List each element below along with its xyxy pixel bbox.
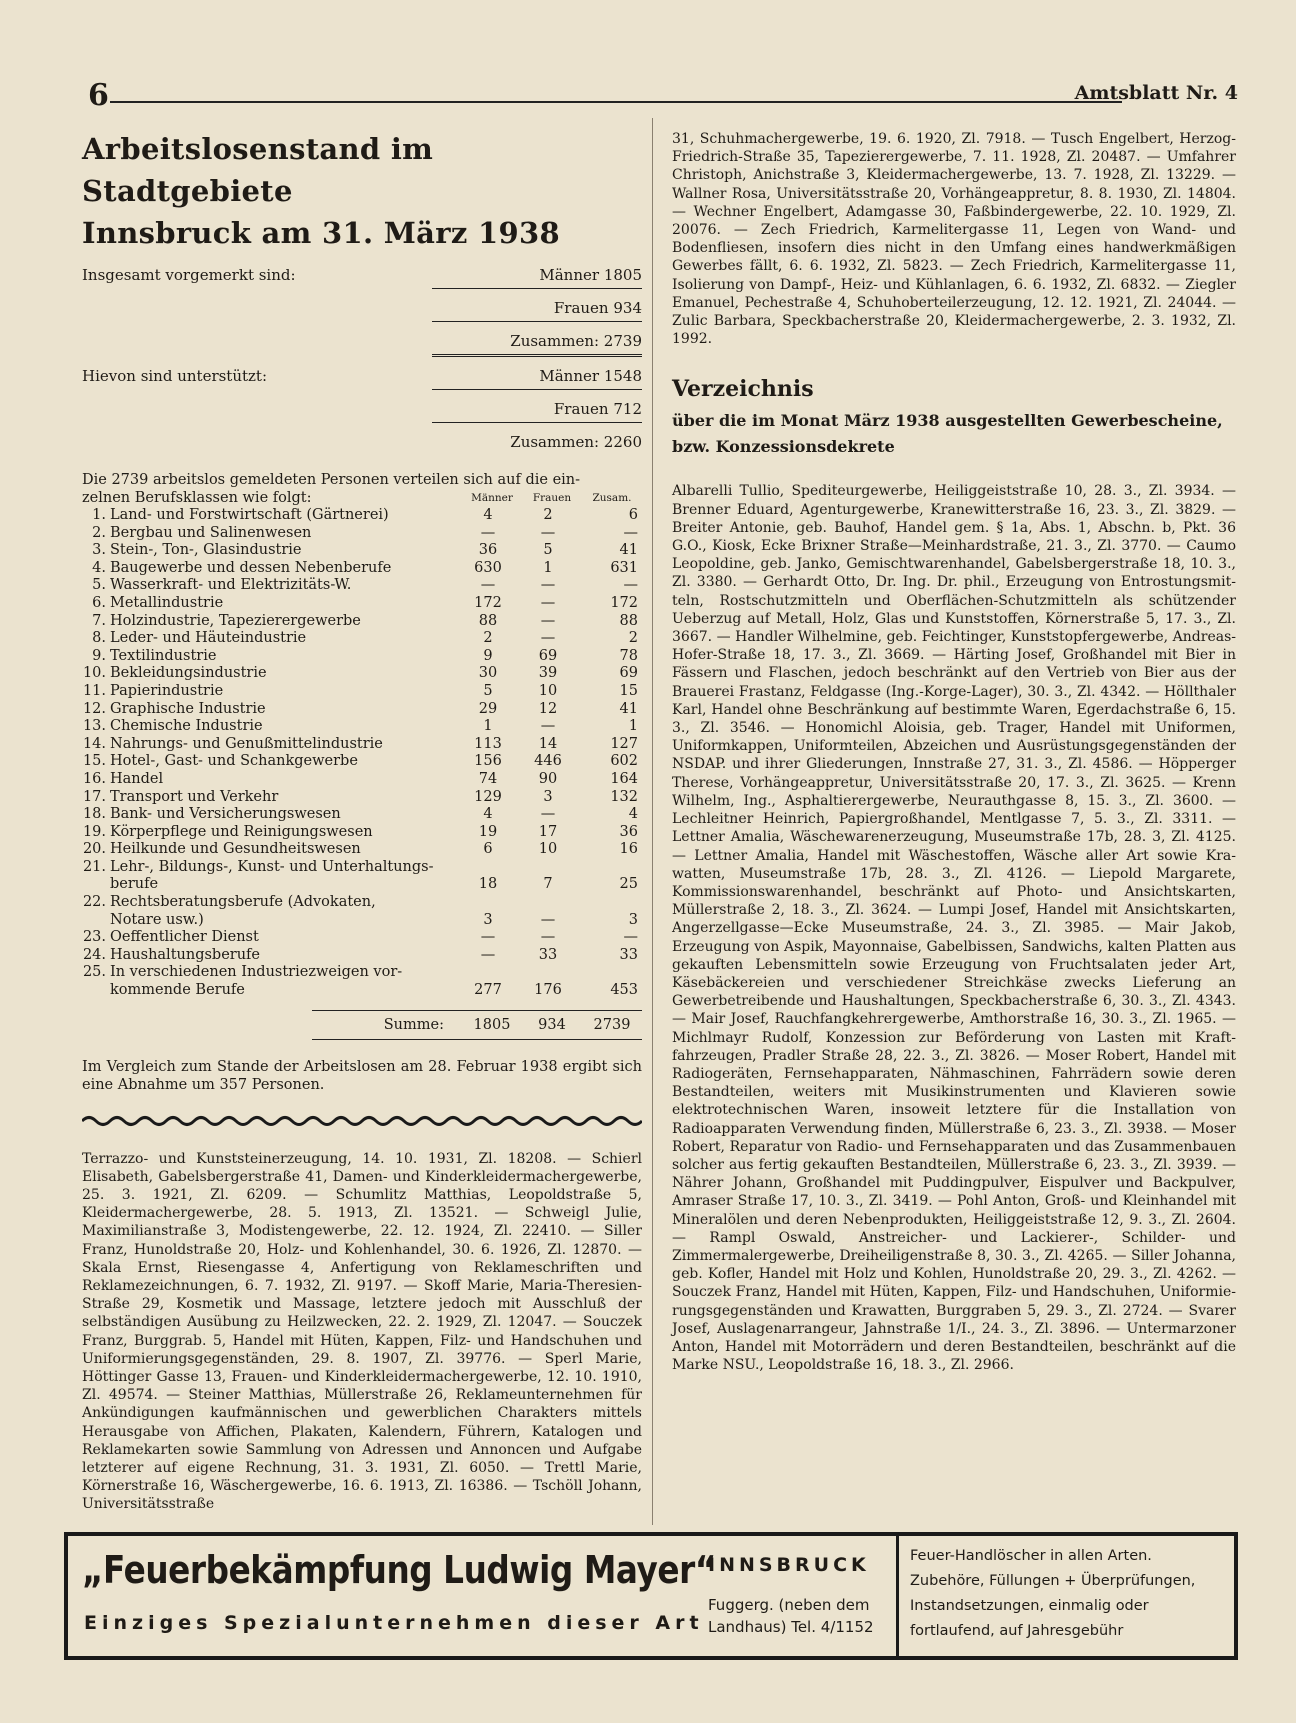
profession-name: Heilkunde und Gesundheitswesen (110, 841, 361, 858)
value-frauen: 33 (538, 946, 558, 963)
table-row (82, 542, 642, 560)
row-number: 9. (92, 647, 106, 664)
value-zusammen: 36 (619, 823, 638, 840)
total-maenner: Männer 1805 (539, 266, 642, 284)
ad-separator (896, 1536, 899, 1656)
value-zusammen: — (623, 577, 638, 594)
row-number: 11. (82, 682, 106, 699)
table-row (82, 665, 642, 683)
verzeichnis-title: Verzeichnis (672, 376, 814, 403)
value-zusammen: 15 (619, 682, 638, 699)
profession-name: Rechtsberatungsberufe (Advokaten, (110, 894, 376, 911)
row-number (82, 876, 110, 894)
table-row (82, 613, 642, 631)
value-maenner: 4 (483, 806, 493, 823)
value-maenner: 74 (478, 770, 498, 787)
value-zusammen (578, 964, 642, 982)
value-maenner: 4 (483, 507, 493, 523)
advertisement (64, 1532, 1238, 1660)
value-maenner: 9 (483, 647, 493, 664)
table-row (82, 560, 642, 578)
table-row (82, 736, 642, 754)
value-frauen: 10 (538, 682, 558, 699)
value-maenner: 19 (478, 823, 498, 840)
profession-name: Notare usw.) (110, 911, 204, 928)
value-frauen: — (540, 524, 556, 541)
table-row (82, 806, 642, 824)
col-header-frauen: Frauen (532, 492, 572, 504)
profession-name: Haushaltungsberufe (110, 946, 260, 963)
value-maenner: 2 (483, 630, 493, 647)
value-frauen: — (540, 806, 556, 823)
profession-name: Bekleidungsindustrie (110, 665, 267, 682)
column-divider (652, 118, 653, 1525)
value-maenner: 18 (478, 876, 498, 893)
value-maenner (458, 894, 518, 912)
right-top-text: 31, Schuhmachergewerbe, 19. 6. 1920, Zl. 7918. — Tusch Engelbert, Herzog-Friedrich-Straße 35, Tapezierergewerbe, 7. 11. 1928, Zl. 20487. — Umfahrer Christoph, Anichstraße 3, Kleidermachergewerbe, 13. 7. 1928, Zl. 13229. — Wallner Rosa, Universitätsstraße 20, Vorhängeappretur, 8. 8. 1930, Zl. 14804. — Wechner Engelbert, Adamgasse 30, Faßbindergewerbe, 22. 10. 1929, Zl. 20076. — Zech Friedrich, Karmelitergasse 11, Legen von Wand- und Bodenfliesen, insofern dies nicht in den Umfang eines handwerkmäßigen Gewerbes fällt, 6. 6. 1932, Zl. 5823. — Zech Friedrich, Karmelitergasse 11, Isolierung von Dampf-, Heiz- und Kühlanlagen, 6. 6. 1932, Zl. 6832. — Ziegler Emanuel, Pechestraße 4, Schuhoberteilerzeugung, 12. 12. 1921, Zl. 24044. — Zulic Barbara, Speckbacherstraße 20, Kleidermachergewerbe, 2. 3. 1932, Zl. 1992. (672, 131, 1236, 348)
profession-name: Bank- und Versicherungswesen (110, 806, 341, 823)
row-number: 16. (82, 770, 106, 787)
value-zusammen (578, 894, 642, 912)
value-zusammen: 602 (610, 753, 638, 770)
col-header-zusam: Zusam. (592, 492, 632, 504)
profession-name: Baugewerbe und dessen Nebenberufe (110, 559, 392, 576)
summe-row (312, 1010, 642, 1040)
intro-line-a: Die 2739 arbeitslos gemeldeten Personen verteilen sich auf die ein- (82, 472, 581, 488)
value-maenner: 5 (483, 682, 493, 699)
value-zusammen: 4 (628, 806, 638, 823)
supported-zusammen: Zusammen: 2260 (510, 433, 642, 451)
row-number: 17. (82, 788, 106, 805)
value-zusammen: 1 (628, 718, 638, 735)
value-frauen: — (540, 630, 556, 647)
value-frauen: 14 (538, 735, 558, 752)
value-frauen: 7 (543, 876, 553, 893)
table-row (82, 648, 642, 666)
profession-name: In verschiedenen Industriezweigen vor- (110, 964, 403, 981)
profession-name: Metallindustrie (110, 594, 224, 611)
value-frauen: 10 (538, 841, 558, 858)
value-maenner: — (480, 946, 496, 963)
row-number: 6. (92, 594, 106, 611)
value-maenner: 3 (483, 911, 493, 928)
summe-zusammen: 2739 (593, 1016, 631, 1033)
value-frauen: — (540, 612, 556, 629)
summe-frauen: 934 (538, 1016, 566, 1033)
value-maenner (458, 859, 518, 877)
value-frauen: 3 (543, 788, 553, 805)
table-row (82, 789, 642, 807)
summe-label: Summe: (383, 1016, 444, 1033)
right-column (672, 130, 1236, 1374)
value-maenner: 172 (474, 594, 502, 611)
value-zusammen: 164 (610, 770, 638, 787)
value-maenner: 1 (483, 718, 493, 735)
value-maenner: 129 (474, 788, 502, 805)
table-row (82, 947, 642, 965)
value-frauen: — (540, 594, 556, 611)
value-zusammen: 2 (628, 630, 638, 647)
profession-name: Land- und Forstwirtschaft (Gärtnerei) (110, 507, 389, 523)
table-row (82, 876, 642, 894)
table-row (82, 595, 642, 613)
value-maenner: 630 (474, 559, 502, 576)
row-number (82, 912, 110, 930)
row-number: 4. (92, 559, 106, 576)
row-number: 8. (92, 630, 106, 647)
value-frauen: — (540, 929, 556, 946)
value-frauen: — (540, 911, 556, 928)
profession-name: Hotel-, Gast- und Schankgewerbe (110, 753, 358, 770)
page-number: 6 (88, 78, 109, 113)
profession-name: Holzindustrie, Tapezierergewerbe (110, 612, 361, 629)
value-zusammen: 41 (619, 700, 638, 717)
value-frauen: — (540, 718, 556, 735)
row-number: 21. (82, 858, 106, 875)
row-number: 14. (82, 735, 106, 752)
table-row (82, 771, 642, 789)
column-headers (462, 489, 642, 507)
table-row (82, 701, 642, 719)
profession-name: Papierindustrie (110, 682, 224, 699)
value-zusammen: 132 (610, 788, 638, 805)
verzeichnis-subtitle: über die im Monat März 1938 ausgestellten Gewerbescheine, bzw. Konzessionsdekrete (672, 411, 1223, 457)
profession-name: kommende Berufe (110, 982, 245, 999)
supported-frauen: Frauen 712 (553, 400, 642, 418)
table-row (82, 577, 642, 595)
profession-name: Textilindustrie (110, 647, 217, 664)
row-number: 7. (92, 612, 106, 629)
profession-name: Handel (110, 770, 164, 787)
value-maenner: 277 (474, 982, 502, 999)
value-maenner: — (480, 524, 496, 541)
ad-offer: Feuer-Handlöscher in allen Arten. Zubehöre, Füllungen + Überprüfungen, Instandsetzungen, einmalig oder fortlaufend, auf Jahresgebühr (910, 1548, 1196, 1639)
intro-text (82, 471, 642, 507)
table-row (82, 525, 642, 543)
value-zusammen: 41 (619, 542, 638, 559)
table-row (82, 507, 642, 525)
value-frauen: 2 (543, 507, 553, 523)
value-maenner: 36 (478, 542, 498, 559)
value-maenner: 88 (478, 612, 498, 629)
table-row (82, 630, 642, 648)
profession-name: Körperpflege und Reinigungswesen (110, 823, 373, 840)
value-maenner: 30 (478, 665, 498, 682)
table-row (82, 841, 642, 859)
value-zusammen: 3 (628, 911, 638, 928)
total-block (82, 262, 642, 357)
ad-city: INNSBRUCK (708, 1554, 870, 1576)
value-frauen: 176 (534, 982, 562, 999)
value-zusammen: 69 (619, 665, 638, 682)
profession-name: Stein-, Ton-, Glasindustrie (110, 542, 302, 559)
value-zusammen: 78 (619, 647, 638, 664)
row-number: 10. (82, 665, 106, 682)
stats-title-line2: Innsbruck am 31. März 1938 (82, 216, 560, 250)
row-number: 15. (82, 753, 106, 770)
profession-name: Transport und Verkehr (110, 788, 279, 805)
profession-name: Leder- und Häuteindustrie (110, 630, 307, 647)
stats-title (82, 128, 642, 254)
table-row (82, 683, 642, 701)
row-number: 18. (82, 806, 106, 823)
row-number: 19. (82, 823, 106, 840)
ad-tagline: Einziges Spezialunternehmen dieser Art (84, 1612, 704, 1634)
value-maenner: 6 (483, 841, 493, 858)
profession-name: Wasserkraft- und Elektrizitäts-W. (110, 577, 352, 594)
table-row (82, 912, 642, 930)
value-frauen: 1 (543, 559, 553, 576)
row-number: 12. (82, 700, 106, 717)
value-zusammen (578, 859, 642, 877)
value-frauen: 12 (538, 700, 558, 717)
supported-maenner: Männer 1548 (539, 367, 642, 385)
row-number: 22. (82, 894, 106, 911)
left-continuation-text: Terrazzo- und Kunststeinerzeugung, 14. 10. 1931, Zl. 18208. — Schierl Elisabeth, Gabelsbergerstraße 41, Damen- und Kinderkleidermachergewerbe, 25. 3. 1921, Zl. 6209. — Schumlitz Matthias, Leopoldstraße 5, Kleidermachergewerbe, 28. 5. 1913, Zl. 13521. — Schweigl Julie, Maximilianstraße 3, Modistengewerbe, 22. 12. 1924, Zl. 22410. — Siller Franz, Hunoldstraße 20, Holz- und Kohlenhandel, 30. 6. 1926, Zl. 12870. — Skala Ernst, Riesengasse 4, Anfertigung von Reklameschriften und Reklamezeichnungen, 6. 7. 1932, Zl. 9197. — Skoff Marie, Maria-Theresien-Straße 29, Kosmetik und Massage, letztere jedoch mit Ausschluß der selbständigen Ausübung zu Heilzwecken, 22. 2. 1929, Zl. 12047. — Souczek Franz, Burggrab. 5, Handel mit Hüten, Kappen, Filz- und Handschuhen und Uniformierungsgegenständen, 29. 8. 1907, Zl. 39776. — Sperl Marie, Höttinger Gasse 13, Frauen- und Kinderkleidermachergewerbe, 12. 10. 1910, Zl. 49574. — Steiner Matthias, Müllerstraße 26, Reklameunternehmen für Ankündigungen kaufmännischen und gewerblichen Charakters mittels Herausgabe von Affichen, Plakaten, Kalendern, Führern, Katalogen und Reklamekarten sowie Sammlung von Adressen und Annoncen und Aufgabe letzterer auf eigene Rechnung, 31. 3. 1931, Zl. 6050. — Trettl Marie, Körnerstraße 16, Wäschergewerbe, 16. 6. 1913, Zl. 16386. — Tschöll Johann, Universitätsstraße (82, 1150, 642, 1513)
value-frauen: 17 (538, 823, 558, 840)
value-frauen (518, 964, 578, 982)
value-frauen (518, 859, 578, 877)
profession-name: Lehr-, Bildungs-, Kunst- und Unterhaltungs- (110, 858, 434, 875)
row-number: 3. (92, 542, 106, 559)
profession-name: Graphische Industrie (110, 700, 266, 717)
left-column (82, 128, 642, 1514)
supported-block (82, 363, 642, 451)
verzeichnis-body: Albarelli Tullio, Spediteurgewerbe, Heiliggeiststraße 10, 28. 3., Zl. 3934. — Brenner Eduard, Agenturgewerbe, Kranewitterstraße 16, 23. 3., Zl. 3829. — Breiter Antonie, geb. Bauhof, Handel gem. § 1a, Abs. 1, Abschn. b, Pkt. 36 G.O., Kiosk, Ecke Brixner Straße—Meinhardstraße, 21. 3., Zl. 3770. — Caumo Leopoldine, geb. Janko, Gemischtwarenhandel, Gabelsbergerstraße 18, 10. 3., Zl. 3380. — Gerhardt Otto, Dr. Ing. Dr. phil., Erzeugung von Entrostungsmitteln, Rostschutzmitteln und Oberflächen-Schutzmitteln als schützender Ueberzug auf Metall, Holz, Glas und Kunststoffen, Körnerstraße 5, 17. 3., Zl. 3667. — Handler Wilhelmine, geb. Feichtinger, Kunststopfergewerbe, Andreas-Hofer-Straße 18, 17. 3., Zl. 3669. — Härting Josef, Großhandel mit Bier in Fässern und Flaschen, jedoch beschränkt auf den Vertrieb von Bier aus der Brauerei Frastanz, Feldgasse (Ing.-Korge-Lager), 30. 3., Zl. 4342. — Höllthaler Karl, Handel ohne Beschränkung auf bestimmte Waren, Egerdachstraße 6, 15. 3., Zl. 3546. — Honomichl Aloisia, geb. Trager, Handel mit Uniformen, Uniformkappen, Uniformteilen, Abzeichen und Ausrüstungsgegenständen der NSDAP. und ihrer Gliederungen, Innstraße 27, 31. 3., Zl. 4586. — Höpperger Therese, Vorhängeappretur, Universitätsstraße 20, 17. 3., Zl. 3625. — Krenn Wilhelm, Ing., Asphaltierergewerbe, Neurauthgasse 8, 15. 3., Zl. 3600. — Lechleitner Heinrich, Papiergroßhandel, Mentlgasse 7, 5. 3., Zl. 3311. — Lettner Amalia, Wäschewarenerzeugung, Museumstraße 17b, 28. 3, Zl. 4125. — Lettner Amalia, Handel mit Wäschestoffen, Wäsche aller Art sowie Krawatten, Museumstraße 17b, 28. 3., Zl. 4126. — Liepold Margarete, Kommissionswarenhandel, beschränkt auf Photo- und Ansichtskarten, Müllerstraße 2, 18. 3., Zl. 3624. — Lumpi Josef, Handel mit Ansichtskarten, Angerzellgasse—Ecke Museumstraße, 24. 3., Zl. 3985. — Mair Jakob, Erzeugung von Aspik, Mayonnaise, Gabelbissen, Sandwichs, kalten Platten aus gekauften Lebensmitteln sowie Erzeugung von Fruchtsalaten jeder Art, Käsebäckereien und verschiedener Streichkäse zwecks Lieferung an Gewerbetreibende und Haushaltungen, Speckbacherstraße 6, 30. 3., Zl. 4343. — Mair Josef, Rauchfangkehrergewerbe, Amthorstraße 16, 30. 3., Zl. 1965. — Michlmayr Rudolf, Konzession zur Beförderung von Lasten mit Kraftfahrzeugen, Pradler Straße 28, 22. 3., Zl. 3826. — Moser Robert, Handel mit Radiogeräten, Fernsehapparaten, Nähmaschinen, Fahrrädern sowie deren Bestandteilen, weiters mit Musikinstrumenten und Klavieren sowie elektrotechnischen Waren, insoweit letztere für die Installation von Radioapparaten Verwendung finden, Müllerstraße 6, 23. 3., Zl. 3938. — Moser Robert, Reparatur von Radio- und Fernsehapparaten und das Zusammenbauen solcher aus fertig gekauften Bestandteilen, Müllerstraße 6, 23. 3., Zl. 3939. — Nährer Johann, Großhandel mit Puddingpulver, Eispulver und Backpulver, Amraser Straße 17, 10. 3., Zl. 3419. — Pohl Anton, Groß- und Kleinhandel mit Mineralölen und deren Nebenprodukten, Heiliggeiststraße 12, 9. 3., Zl. 2604. — Rampl Oswald, Anstreicher- und Lackierer-, Schilder- und Zimmermalergewerbe, Dreiheiligenstraße 8, 30. 3., Zl. 4265. — Siller Johanna, geb. Kofler, Handel mit Holz und Kohlen, Hunoldstraße 20, 29. 3., Zl. 4262. — Souczek Franz, Handel mit Hüten, Kappen, Filz- und Handschuhen, Uniformierungsgegenständen und Krawatten, Burggraben 5, 29. 3., Zl. 2724. — Svarer Josef, Auslagenarrangeur, Jahnstraße 1/I., 24. 3., Zl. 3896. — Untermarzoner Anton, Handel mit Motorrädern und deren Bestandteilen, beschränkt auf die Marke NSU., Leopoldstraße 16, 18. 3., Zl. 2966. (672, 483, 1236, 1374)
supported-label: Hievon sind unterstützt: (82, 367, 268, 385)
value-frauen: 39 (538, 665, 558, 682)
header-rule (110, 101, 1122, 103)
profession-name: Nahrungs- und Genußmittelindustrie (110, 735, 383, 752)
table-row (82, 753, 642, 771)
value-maenner (458, 964, 518, 982)
value-maenner: 113 (474, 735, 502, 752)
value-zusammen: 127 (610, 735, 638, 752)
value-frauen: 446 (534, 753, 562, 770)
wave-divider (82, 1114, 642, 1128)
row-number: 25. (82, 964, 106, 981)
table-row (82, 859, 642, 877)
ad-address: Fuggerg. (neben dem Landhaus) Tel. 4/1152 (708, 1596, 874, 1636)
row-number: 23. (82, 929, 106, 946)
table-row (82, 718, 642, 736)
row-number (82, 982, 110, 1000)
total-zusammen: Zusammen: 2739 (510, 332, 642, 350)
table-row (82, 824, 642, 842)
value-zusammen: 631 (610, 559, 638, 576)
profession-name: Oeffentlicher Dienst (110, 929, 259, 946)
value-zusammen: 172 (610, 594, 638, 611)
value-zusammen: 453 (610, 982, 638, 999)
col-header-maenner: Männer (471, 492, 513, 504)
value-zusammen: 88 (619, 612, 638, 629)
comparison-text: Im Vergleich zum Stande der Arbeitslosen am 28. Februar 1938 ergibt sich eine Abnahme um 357 Personen. (82, 1058, 642, 1093)
value-zusammen: 25 (619, 876, 638, 893)
value-maenner: — (480, 577, 496, 594)
profession-table (82, 507, 642, 1000)
ad-brand: „Feuerbekämpfung Ludwig Mayer“ (82, 1548, 716, 1592)
publication-title: Amtsblatt Nr. 4 (1074, 82, 1238, 104)
row-number: 2. (92, 524, 106, 541)
intro-line-b: zelnen Berufsklassen wie folgt: (82, 490, 312, 506)
table-row (82, 894, 642, 912)
row-number: 24. (82, 946, 106, 963)
profession-name: Bergbau und Salinenwesen (110, 524, 312, 541)
table-row (82, 964, 642, 982)
total-frauen: Frauen 934 (553, 299, 642, 317)
profession-name: berufe (110, 876, 159, 893)
value-frauen: 69 (538, 647, 558, 664)
value-zusammen: — (623, 524, 638, 541)
summe-maenner: 1805 (473, 1016, 511, 1033)
table-row (82, 982, 642, 1000)
value-zusammen: 33 (619, 946, 638, 963)
total-label: Insgesamt vorgemerkt sind: (82, 266, 296, 284)
value-maenner: 29 (478, 700, 498, 717)
stats-title-line1: Arbeitslosenstand im Stadtgebiete (82, 132, 434, 208)
value-zusammen: — (623, 929, 638, 946)
value-zusammen: 16 (619, 841, 638, 858)
table-row (82, 929, 642, 947)
row-number: 5. (92, 577, 106, 594)
value-frauen (518, 894, 578, 912)
value-frauen: 5 (543, 542, 553, 559)
value-frauen: 90 (538, 770, 558, 787)
row-number: 1. (92, 507, 106, 523)
value-zusammen: 6 (628, 507, 638, 523)
profession-name: Chemische Industrie (110, 718, 263, 735)
row-number: 20. (82, 841, 106, 858)
value-maenner: — (480, 929, 496, 946)
value-maenner: 156 (474, 753, 502, 770)
row-number: 13. (82, 718, 106, 735)
value-frauen: — (540, 577, 556, 594)
